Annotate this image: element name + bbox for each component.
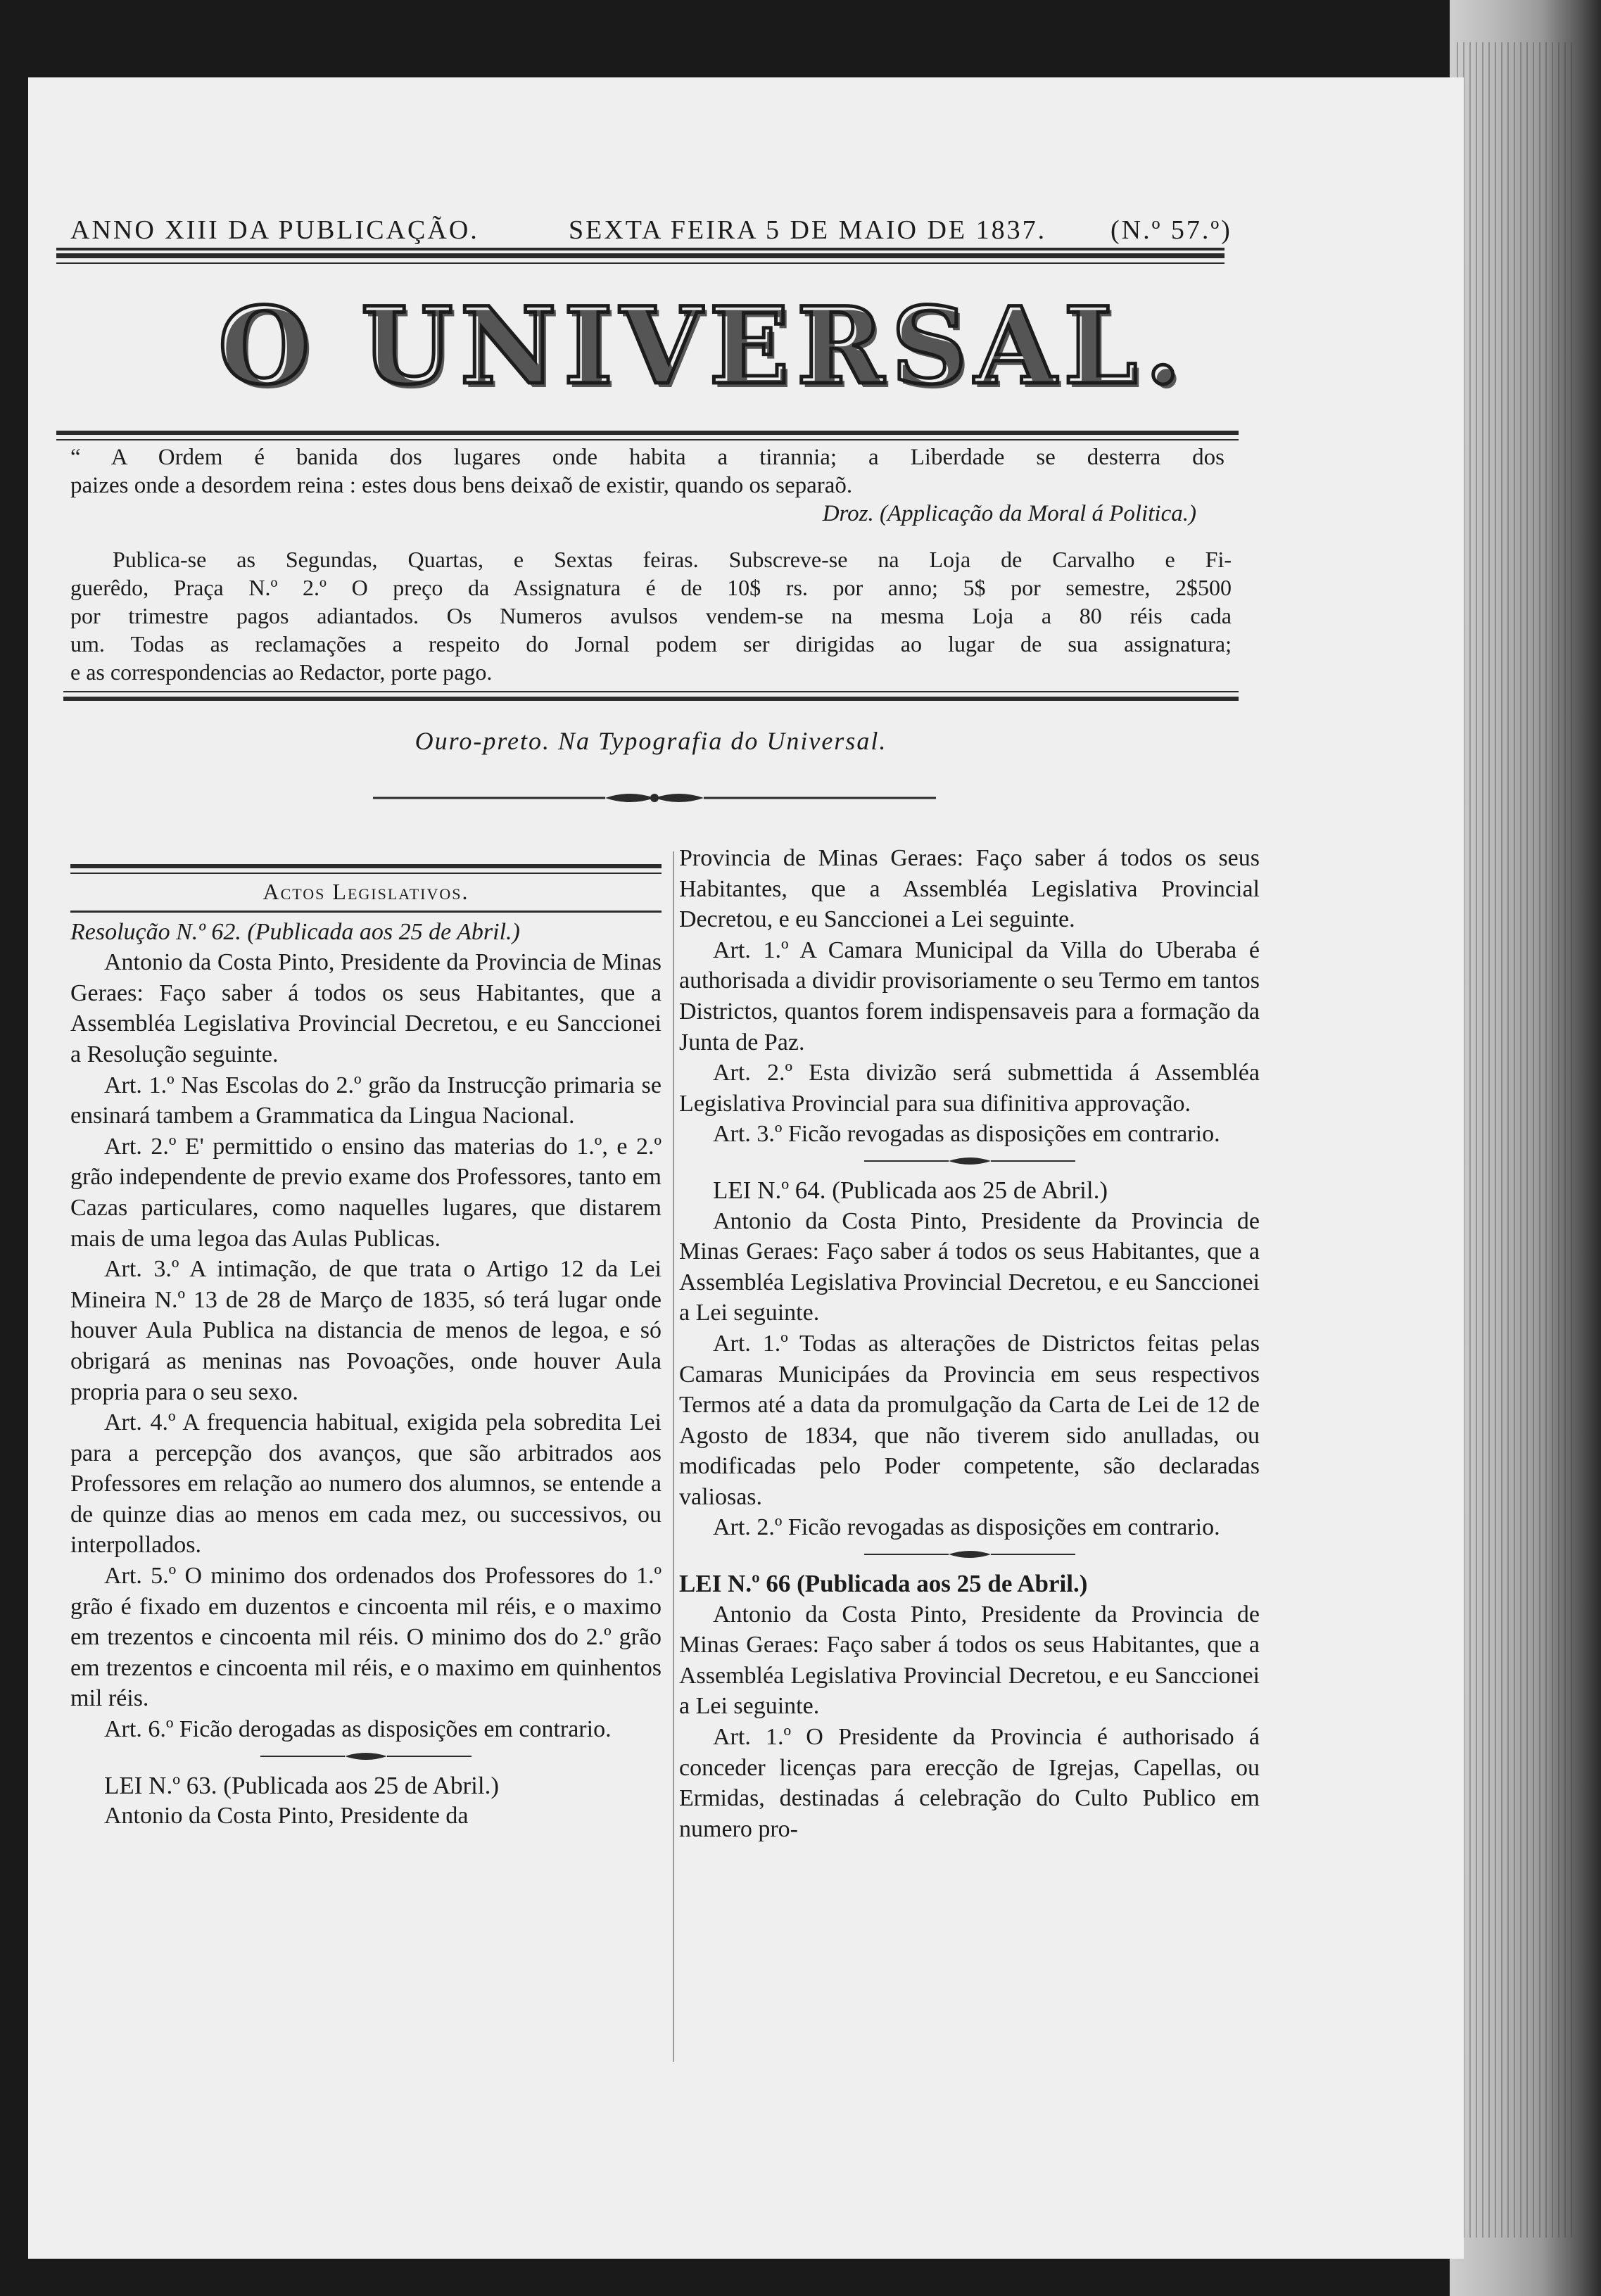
law64-heading: LEI N.º 64. (Publicada aos 25 de Abril.) [713,1176,1108,1204]
subscription-line-2: guerêdo, Praça N.º 2.º O preço da Assignatura é de 10$ rs. por anno; 5$ por semestre, 2$500 [70,575,1232,600]
ornament-divider [373,788,936,808]
law66-paragraph: Art. 1.º O Presidente da Provincia é authorisado á conceder licenças para erecção de Igrejas, Capellas, ou Ermidas, destinadas á celebração do Culto Publico em numero pro- [679,1724,1260,1842]
subscription-line-5: e as correspondencias ao Redactor, porte pago. [70,659,493,685]
resolution-paragraph: Art. 6.º Ficão derogadas as disposições em contrario. [104,1716,612,1743]
ornament-small [864,1546,1075,1563]
law64-paragraph: Antonio da Costa Pinto, Presidente da Provincia de Minas Geraes: Faço saber á todos os seus Habitantes, que a Assembléa Legislativa Provincial Decretou, e eu Sanccionei a Lei seguinte. [679,1207,1260,1326]
resolution-paragraph: Art. 2.º E' permittido o ensino das materias do 1.º, e 2.º grão independente de previo exame dos Professores, tanto em Cazas particulares, como naquelles lugares, que distarem mais de uma legoa das Aulas Publicas. [70,1133,662,1252]
epigraph-line-2: paizes onde a desordem reina : estes dous bens deixaõ de existir, quando os separaõ. [70,473,853,498]
left-column-rule-thin [70,873,662,874]
subscription-notice [70,545,1232,686]
resolution-paragraph: Antonio da Costa Pinto, Presidente da Provincia de Minas Geraes: Faço saber á todos os seus Habitantes, que a Assembléa Legislativa Provincial Decretou, e eu Sanccionei a Resolução seguinte. [70,949,662,1067]
epigraph-attribution: Droz. (Applicação da Moral á Politica.) [822,501,1196,526]
law63-start: Antonio da Costa Pinto, Presidente da [104,1803,469,1829]
epigraph-line-1: “ A Ordem é banida dos lugares onde habita a tirannia; a Liberdade se desterra dos [70,445,1225,470]
law66-paragraph: Antonio da Costa Pinto, Presidente da Provincia de Minas Geraes: Faço saber á todos os seus Habitantes, que a Assembléa Legislativa Provincial Decretou, e eu Sanccionei a Lei seguinte. [679,1601,1260,1720]
subscription-line-4: um. Todas as reclamações a respeito do Jornal podem ser dirigidas ao lugar de sua assignatura; [70,631,1232,657]
law66-heading: LEI N.º 66 (Publicada aos 25 de Abril.) [679,1570,1088,1598]
resolution-paragraph: Art. 5.º O minimo dos ordenados dos Professores do 1.º grão é fixado em duzentos e cincoenta mil réis, e o maximo em trezentos e cincoenta mil réis. O minimo dos do 2.º grão em trezentos e cincoenta mil réis, e o maximo em quinhentos mil réis. [70,1563,662,1712]
title-rule-thin [56,439,1239,440]
ornament-small [864,1153,1075,1169]
subscription-line-1: Publica-se as Segundas, Quartas, e Sextas feiras. Subscreve-se na Loja de Carvalho e Fi- [113,547,1232,572]
title-rule-thick [56,431,1239,435]
law63-paragraph: Provincia de Minas Geraes: Faço saber á todos os seus Habitantes, que a Assembléa Legislativa Provincial Decretou, e eu Sanccionei a Lei seguinte. [679,845,1260,933]
subscription-rule-thin [63,691,1239,692]
law64-paragraph: Art. 2.º Ficão revogadas as disposições em contrario. [713,1514,1220,1541]
law64-paragraph: Art. 1.º Todas as alterações de Districtos feitas pelas Camaras Municipáes da Provincia em seus respectivos Termos até a data da promulgação da Carta de Lei de 12 de Agosto de 1834, que não tiverem sido anulladas, ou modificadas pelo Poder competente, são declaradas valiosas. [679,1330,1260,1510]
section-heading-rule [70,911,662,913]
law63-paragraph: Art. 1.º A Camara Municipal da Villa do Uberaba é authorisada a dividir provisoriamente o seu Termo em tantos Districtos, quantos forem indispensaveis para a formação da Junta de Paz. [679,937,1260,1055]
law63-heading: LEI N.º 63. (Publicada aos 25 de Abril.) [104,1771,500,1799]
masthead-rule-top [56,248,1225,250]
ornament-small [260,1748,472,1765]
masthead-rule-thick [56,253,1225,258]
newspaper-title: O UNIVERSAL. [218,284,1189,408]
masthead-rule-thin [56,262,1225,264]
resolution-paragraph: Art. 3.º A intimação, de que trata o Artigo 12 da Lei Mineira N.º 13 de 28 de Março de 1835, só terá lugar onde houver Aula Publica na distancia de menos de legoa, e só obrigará as meninas nas Povoações, onde houver Aula propria para o seu sexo. [70,1256,662,1405]
issue-number: (N.º 57.º) [1110,215,1232,245]
resolution-paragraph: Art. 4.º A frequencia habitual, exigida pela sobredita Lei para a percepção dos avanços, que são arbitrados aos Professores em relação ao numero dos alumnos, se entende a de quinze dias ao menos em cada mez, ou successivos, ou interpollados. [70,1409,662,1559]
resolution-heading: Resolução N.º 62. (Publicada aos 25 de Abril.) [70,918,520,945]
imprint: Ouro-preto. Na Typografia do Universal. [415,727,887,755]
epigraph [70,443,1225,528]
date-line: SEXTA FEIRA 5 DE MAIO DE 1837. [569,215,1047,245]
right-column [679,843,1260,1844]
subscription-rule-thick [63,697,1239,701]
section-heading: Actos Legislativos. [262,879,469,904]
year-line: ANNO XIII DA PUBLICAÇÃO. [70,215,479,245]
book-page-edge-lines [1457,42,1576,2238]
left-column-rule-thick [70,864,662,868]
subscription-line-3: por trimestre pagos adiantados. Os Numeros avulsos vendem-se na mesma Loja a 80 réis cada [70,603,1232,628]
resolution-paragraph: Art. 1.º Nas Escolas do 2.º grão da Instrucção primaria se ensinará tambem a Grammatica da Lingua Nacional. [70,1072,662,1129]
column-divider [673,851,674,2062]
law63-paragraph: Art. 2.º Esta divizão será submettida á Assembléa Legislativa Provincial para sua difinitiva approvação. [679,1060,1260,1117]
left-column [70,877,662,1832]
law63-paragraph: Art. 3.º Ficão revogadas as disposições em contrario. [713,1121,1220,1148]
